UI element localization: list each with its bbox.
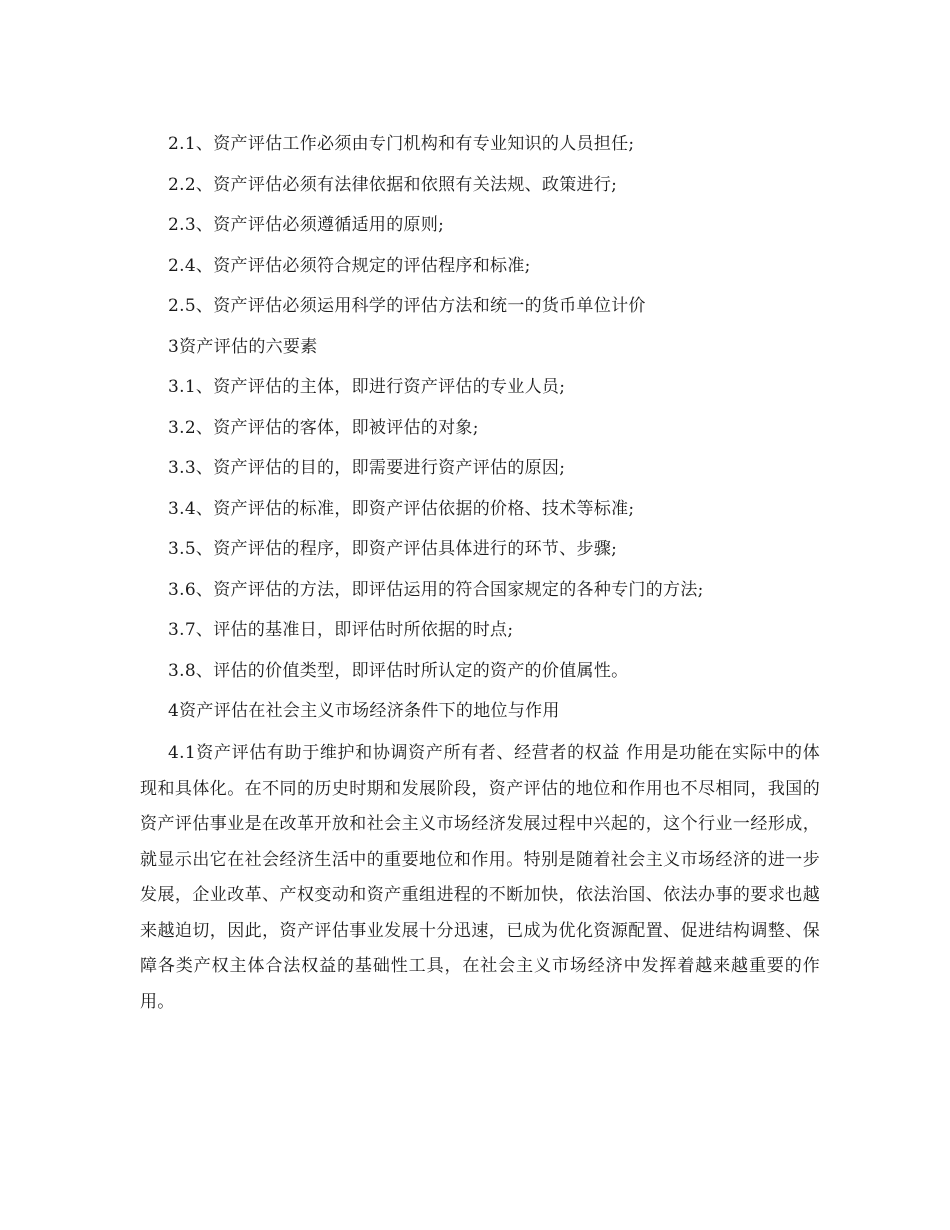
clause-3-6: 3.6、资产评估的方法，即评估运用的符合国家规定的各种专门的方法; [168, 580, 704, 600]
clause-2-5: 2.5、资产评估必须运用科学的评估方法和统一的货币单位计价 [168, 296, 646, 316]
section-heading-4: 4资产评估在社会主义市场经济条件下的地位与作用 [168, 701, 560, 721]
clause-3-8: 3.8、评估的价值类型，即评估时所认定的资产的价值属性。 [168, 661, 629, 681]
clause-2-2: 2.2、资产评估必须有法律依据和依照有关法规、政策进行; [168, 175, 618, 195]
clause-2-1: 2.1、资产评估工作必须由专门机构和有专业知识的人员担任; [168, 134, 635, 154]
clause-3-1: 3.1、资产评估的主体，即进行资产评估的专业人员; [168, 377, 566, 397]
clause-3-3: 3.3、资产评估的目的，即需要进行资产评估的原因; [168, 458, 566, 478]
clause-2-3: 2.3、资产评估必须遵循适用的原则; [168, 215, 445, 235]
clause-3-4: 3.4、资产评估的标准，即资产评估依据的价格、技术等标准; [168, 499, 635, 519]
clause-3-7: 3.7、评估的基准日，即评估时所依据的时点; [168, 620, 514, 640]
section-heading-3: 3资产评估的六要素 [168, 337, 318, 357]
clause-3-2: 3.2、资产评估的客体，即被评估的对象; [168, 418, 479, 438]
clause-2-4: 2.4、资产评估必须符合规定的评估程序和标准; [168, 256, 531, 276]
body-paragraph-4-1: 4.1资产评估有助于维护和协调资产所有者、经营者的权益 作用是功能在实际中的体现和具体化。在不同的历史时期和发展阶段，资产评估的地位和作用也不尽相同，我国的资产评估事业是在改革开放和社会主义市场经济发展过程中兴起的，这个行业一经形成，就显示出它在社会经济生活中的重要地位和作用。特别是随着社会主义市场经济的进一步发展，企业改革、产权变动和资产重组进程的不断加快，依法治国、依法办事的要求也越来越迫切，因此，资产评估事业发展十分迅速，已成为优化资源配置、促进结构调整、保障各类产权主体合法权益的基础性工具，在社会主义市场经济中发挥着越来越重要的作用。 [140, 743, 820, 1012]
clause-3-5: 3.5、资产评估的程序，即资产评估具体进行的环节、步骤; [168, 539, 618, 559]
